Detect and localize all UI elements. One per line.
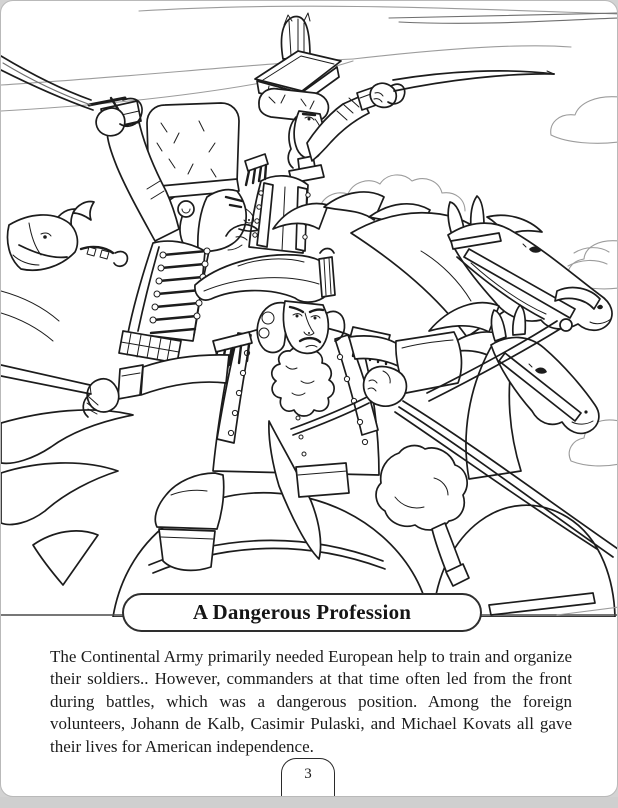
body-paragraph: The Continental Army primarily needed European help to train and organize their soldiers.. However, commanders at that time often led from the front during battles, which was a dangerous position. Among the foreign volunteers, Johann de Kalb, Casimir Pulaski, and Michael Kovats all gave their lives for American independence.	[50, 647, 572, 756]
page-number: 3	[304, 766, 312, 782]
title-text: A Dangerous Profession	[192, 600, 412, 624]
coloring-illustration-svg	[1, 1, 618, 617]
page-number-tab	[281, 758, 335, 797]
hussar-soldier	[1, 56, 258, 363]
horse-mane-waves	[1, 410, 133, 585]
title-banner	[122, 593, 482, 632]
coloring-illustration	[1, 1, 618, 617]
left-horse-head	[1, 202, 127, 341]
outer-background-band	[0, 797, 618, 808]
